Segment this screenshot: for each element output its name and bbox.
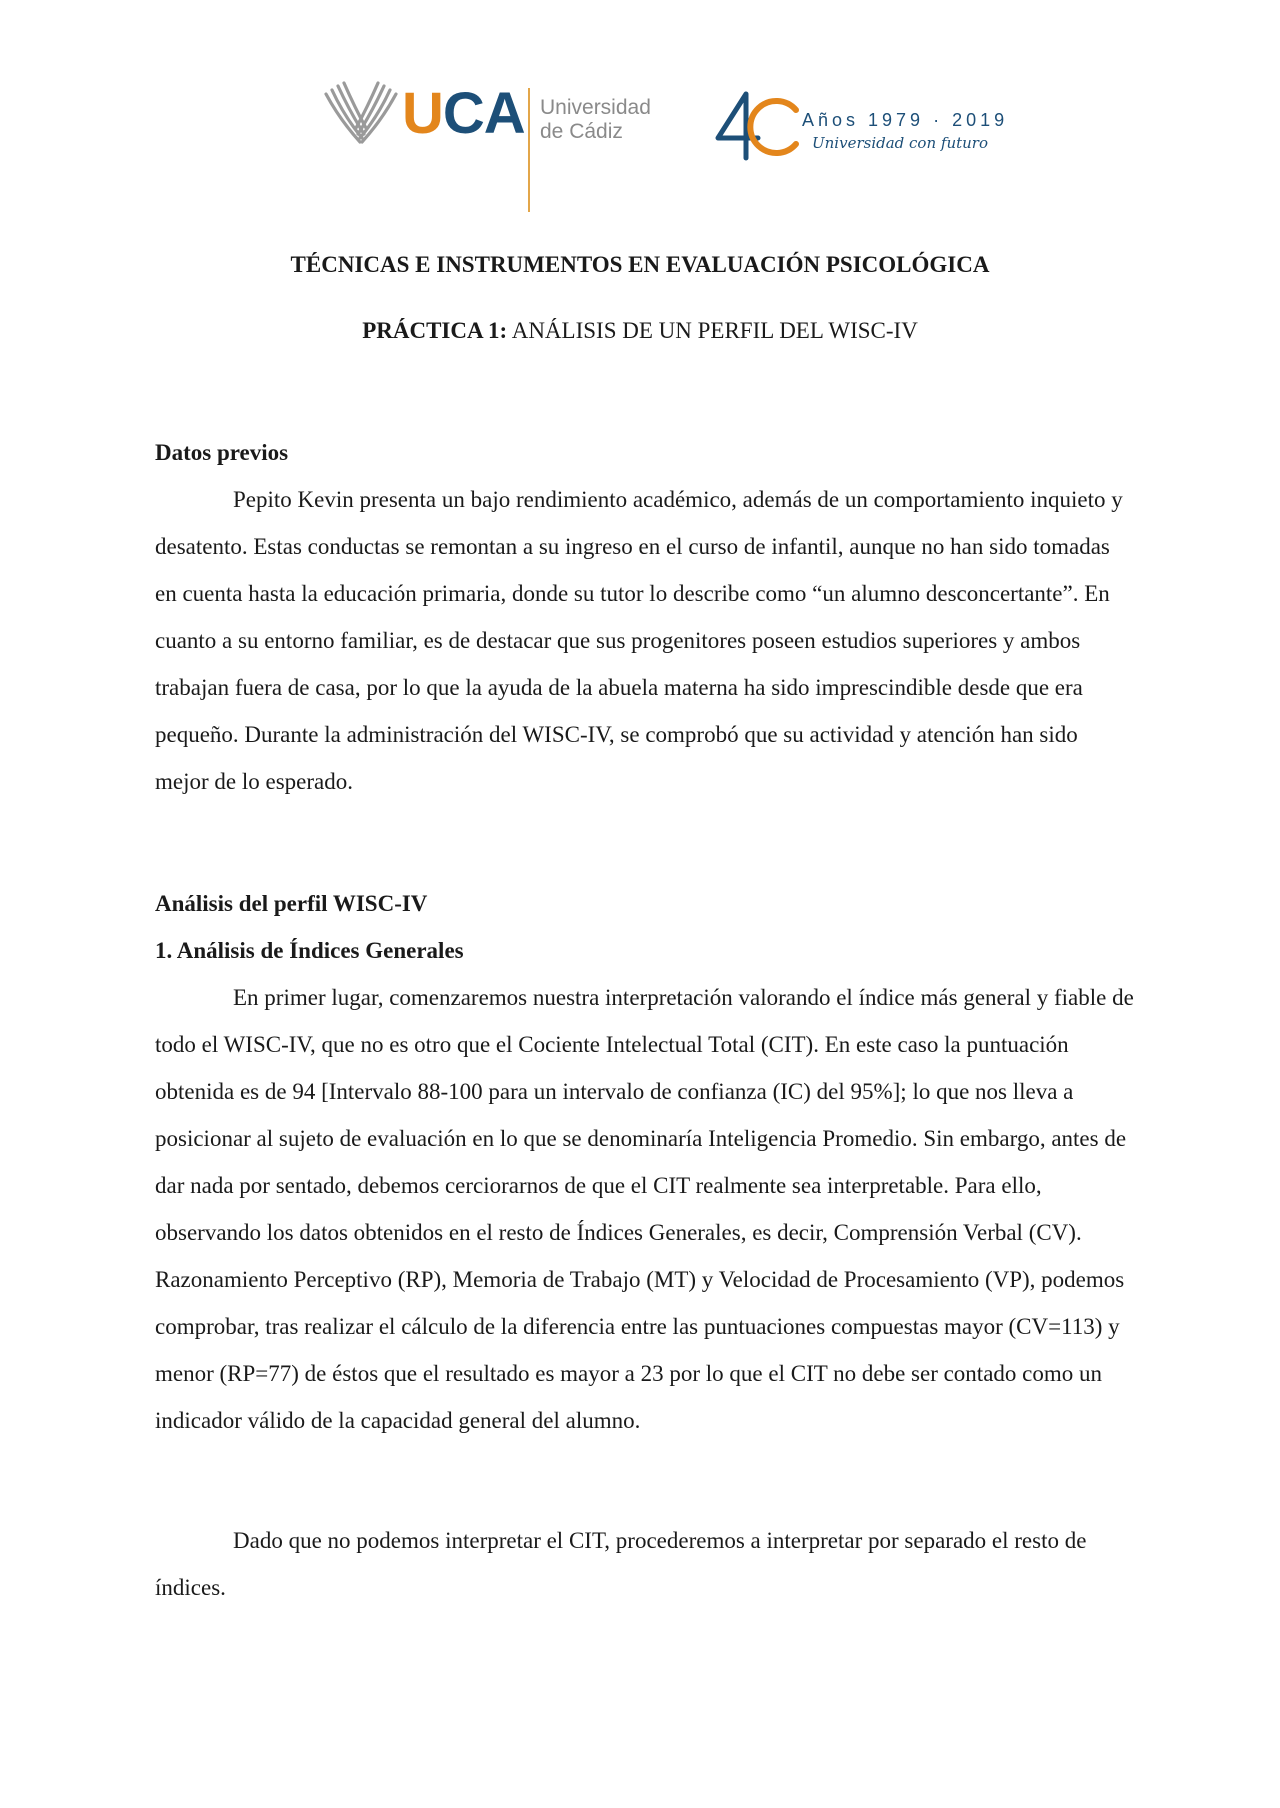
practice-label: PRÁCTICA 1: bbox=[362, 318, 508, 343]
uca-wings-emblem-icon bbox=[322, 80, 400, 146]
section-analisis bbox=[155, 880, 1135, 1444]
university-name-line1: Universidad bbox=[540, 96, 651, 119]
university-name-line2: de Cádiz bbox=[540, 120, 623, 143]
practice-title bbox=[0, 316, 1280, 346]
uca-wordmark bbox=[402, 81, 525, 146]
uca-ca-letters: CA bbox=[442, 81, 525, 146]
logo-divider bbox=[528, 88, 530, 212]
uca-u-letter: U bbox=[402, 81, 443, 146]
body-paragraph: Pepito Kevin presenta un bajo rendimiento académico, además de un comportamiento inquieto y desatento. Estas conductas se remontan a su ingreso en el curso de infantil, aunque no han sido tomadas en cuenta hasta la educación primaria, donde su tutor lo describe como “un alumno desconcertante”. En cuanto a su entorno familiar, es de destacar que sus progenitores poseen estudios superiores y ambos trabajan fuera de casa, por lo que la ayuda de la abuela materna ha sido imprescindible desde que era pequeño. Durante la administración del WISC-IV, se comprobó que su actividad y atención han sido mejor de lo esperado. bbox=[155, 487, 1123, 794]
section-subheading: 1. Análisis de Índices Generales bbox=[155, 938, 464, 963]
section-heading: Datos previos bbox=[155, 440, 289, 465]
body-paragraph: En primer lugar, comenzaremos nuestra interpretación valorando el índice más general y fiable de todo el WISC-IV, que no es otro que el Cociente Intelectual Total (CIT). En este caso la puntuación obtenida es de 94 [Intervalo 88-100 para un intervalo de confianza (IC) del 95%]; lo que nos lleva a posicionar al sujeto de evaluación en lo que se denominaría Inteligencia Promedio. Sin embargo, antes de dar nada por sentado, debemos cerciorarnos de que el CIT realmente sea interpretable. Para ello, observando los datos obtenidos en el resto de Índices Generales, es decir, Comprensión Verbal (CV). Razonamiento Perceptivo (RP), Memoria de Trabajo (MT) y Velocidad de Procesamiento (VP), podemos comprobar, tras realizar el cálculo de la diferencia entre las puntuaciones compuestas mayor (CV=113) y menor (RP=77) de éstos que el resultado es mayor a 23 por lo que el CIT no debe ser contado como un indicador válido de la capacidad general del alumno. bbox=[155, 985, 1134, 1433]
section-heading: Análisis del perfil WISC-IV bbox=[155, 891, 428, 916]
university-name bbox=[540, 96, 651, 144]
anniversary-number: 40 bbox=[750, 158, 751, 159]
header-logos bbox=[0, 0, 1280, 220]
body-paragraph: Dado que no podemos interpretar el CIT, procederemos a interpretar por separado el resto de índices. bbox=[155, 1528, 1087, 1600]
section-datos-previos bbox=[155, 429, 1135, 805]
anniversary-tagline: Universidad con futuro bbox=[812, 134, 988, 152]
course-title: TÉCNICAS E INSTRUMENTOS EN EVALUACIÓN PSICOLÓGICA bbox=[290, 252, 990, 277]
anniversary-years: Años 1979 · 2019 bbox=[802, 110, 1009, 130]
anniversary-40-logo bbox=[712, 88, 808, 162]
practice-name: ANÁLISIS DE UN PERFIL DEL WISC-IV bbox=[511, 318, 918, 343]
section-analisis-continued bbox=[155, 1517, 1135, 1611]
